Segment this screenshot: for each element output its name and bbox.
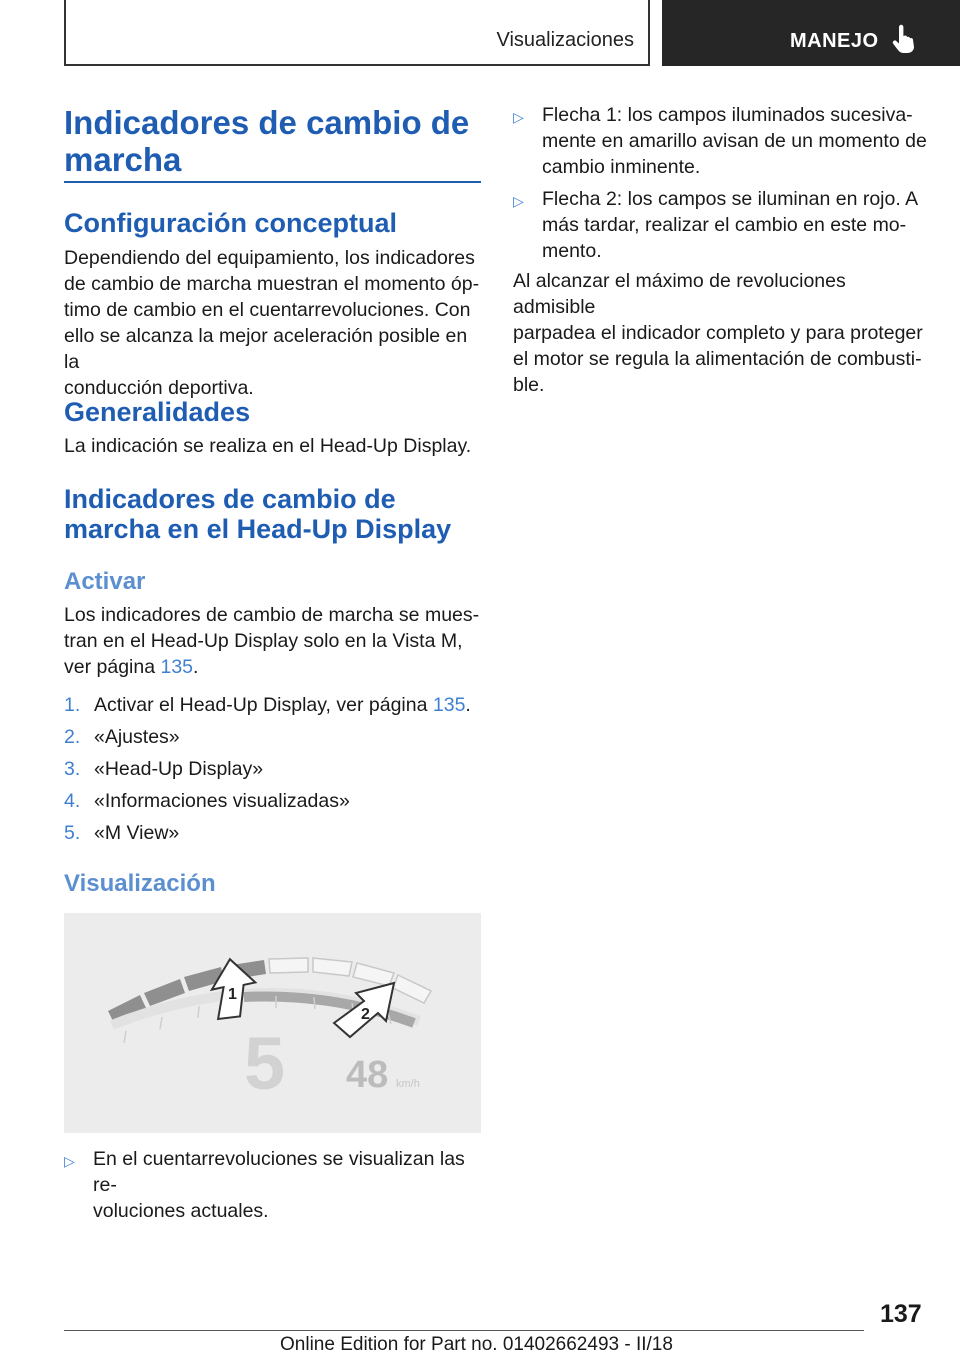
activate-line-suffix: . <box>193 656 199 678</box>
concept-paragraph <box>64 245 484 401</box>
arrow-2-label: 2 <box>361 1006 370 1023</box>
hud-illustration <box>64 913 481 1133</box>
bullet-item <box>64 1146 484 1224</box>
step-text: «Informaciones visualizadas» <box>94 790 350 812</box>
concept-line: Dependiendo del equipamiento, los indicadores <box>64 247 475 269</box>
display-heading: Visualización <box>64 870 216 897</box>
paragraph-line: ble. <box>513 374 545 396</box>
activate-paragraph <box>64 602 484 680</box>
page-title <box>64 104 484 178</box>
concept-line: timo de cambio en el cuentarrevoluciones. Con <box>64 299 471 321</box>
speed-unit: km/h <box>396 1078 420 1090</box>
step-text: «Head-Up Display» <box>94 758 264 780</box>
bullet-arrow-icon: ▷ <box>513 193 524 209</box>
speed-readout: 48 <box>346 1054 389 1096</box>
paragraph-line: parpadea el indicador completo y para proteger <box>513 322 923 344</box>
concept-line: ello se alcanza la mejor aceleración posible en la <box>64 325 468 373</box>
pointing-hand-icon <box>888 24 918 54</box>
footer-divider <box>64 1330 864 1331</box>
step-number: 5. <box>64 822 81 844</box>
header-chapter-tab <box>662 0 960 66</box>
activate-line-text: ver página <box>64 656 161 678</box>
page-title-line-2: marcha <box>64 141 182 178</box>
step-text: «Ajustes» <box>94 726 180 748</box>
rev-limit-paragraph <box>513 268 933 398</box>
page-title-line-1: Indicadores de cambio de <box>64 104 470 141</box>
concept-heading: Configuración conceptual <box>64 208 398 238</box>
page-number: 137 <box>880 1300 922 1328</box>
activate-line: Los indicadores de cambio de marcha se mues- <box>64 604 480 626</box>
step-text: «M View» <box>94 822 180 844</box>
page-link-135[interactable]: 135 <box>160 656 194 678</box>
footer-edition: Online Edition for Part no. 01402662493 - II/18 <box>280 1334 673 1355</box>
bullet-line: Flecha 2: los campos se iluminan en rojo. A <box>542 188 919 210</box>
arrow-2-callout <box>334 983 394 1037</box>
header-section-title: Visualizaciones <box>496 29 634 51</box>
concept-line: conducción deportiva. <box>64 377 254 399</box>
bullet-line: mente en amarillo avisan de un momento de <box>542 130 927 152</box>
general-paragraph: La indicación se realiza en el Head-Up Display. <box>64 435 472 457</box>
bullet-line: cambio inminente. <box>542 156 701 178</box>
page-link-135[interactable]: 135 <box>432 694 466 716</box>
bullet-line: Flecha 1: los campos iluminados sucesiva- <box>542 104 913 126</box>
step-item <box>64 724 180 750</box>
step-text: Activar el Head-Up Display, ver página <box>94 694 433 716</box>
step-item <box>64 756 263 782</box>
step-item <box>64 788 350 814</box>
title-divider <box>64 181 481 183</box>
gear-indicator: 5 <box>244 1022 286 1105</box>
step-suffix: . <box>465 694 471 716</box>
step-number: 1. <box>64 694 81 716</box>
header-chapter-title: MANEJO <box>790 30 879 52</box>
bullet-arrow-icon: ▷ <box>64 1153 75 1169</box>
step-number: 4. <box>64 790 81 812</box>
activate-heading: Activar <box>64 568 146 595</box>
bullet-line: voluciones actuales. <box>93 1200 269 1222</box>
concept-line: de cambio de marcha muestran el momento óp- <box>64 273 480 295</box>
step-number: 3. <box>64 758 81 780</box>
bullet-item <box>513 186 933 264</box>
hud-heading-line-2: marcha en el Head-Up Display <box>64 514 452 544</box>
activate-line: tran en el Head-Up Display solo en la Vista M, <box>64 630 463 652</box>
step-item <box>64 820 179 846</box>
activate-line <box>64 654 484 680</box>
bullet-line: más tardar, realizar el cambio en este mo- <box>542 214 907 236</box>
hud-illustration-graphic <box>64 913 481 1133</box>
hud-heading <box>64 484 484 544</box>
general-heading: Generalidades <box>64 397 251 427</box>
arrow-1-label: 1 <box>228 986 237 1003</box>
bullet-item <box>513 102 933 180</box>
paragraph-line: el motor se regula la alimentación de combusti- <box>513 348 922 370</box>
header-section-tab <box>64 0 650 66</box>
bullet-line: En el cuentarrevoluciones se visualizan las re- <box>93 1148 465 1196</box>
hud-heading-line-1: Indicadores de cambio de <box>64 484 396 514</box>
step-number: 2. <box>64 726 81 748</box>
bullet-arrow-icon: ▷ <box>513 109 524 125</box>
paragraph-line: Al alcanzar el máximo de revoluciones admisible <box>513 270 846 318</box>
bullet-line: mento. <box>542 240 602 262</box>
step-item <box>64 692 471 718</box>
